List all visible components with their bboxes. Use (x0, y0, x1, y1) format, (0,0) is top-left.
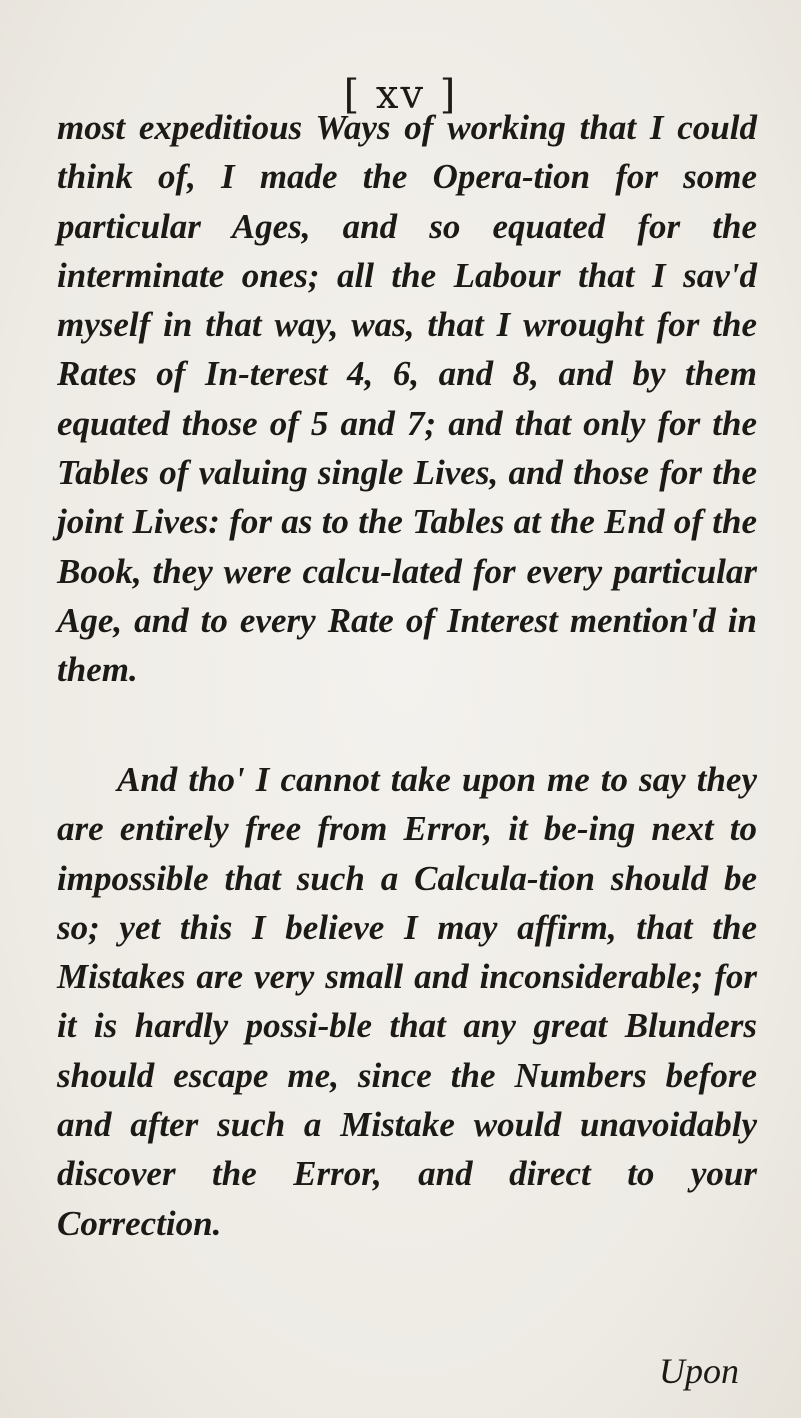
catchword: Upon (659, 1351, 739, 1391)
page-number: [ xv ] (343, 72, 458, 118)
paragraph-1: most expeditious Ways of working that I could think of, I made the Opera-tion for some particular Ages, and so equated for the interminate ones; all the Labour that I sav'd myself in that way, was, that I wrought for the Rates of In-terest 4, 6, and 8, and by them equated those of 5 and 7; and that only for the Tables of valuing single Lives, and those for the joint Lives: for as to the Tables at the End of the Book, they were calcu-lated for every particular Age, and to every Rate of Interest mention'd in them. (57, 108, 757, 690)
paragraph-2: And tho' I cannot take upon me to say they are entirely free from Error, it be-ing next to impossible that such a Calcula-tion should be so; yet this I believe I may affirm, that the Mistakes are very small and inconsiderable; for it is hardly possi-ble that any great Blunders should escape me, since the Numbers before and after such a Mistake would unavoidably discover the Error, and direct to your Correction. (57, 760, 757, 1243)
